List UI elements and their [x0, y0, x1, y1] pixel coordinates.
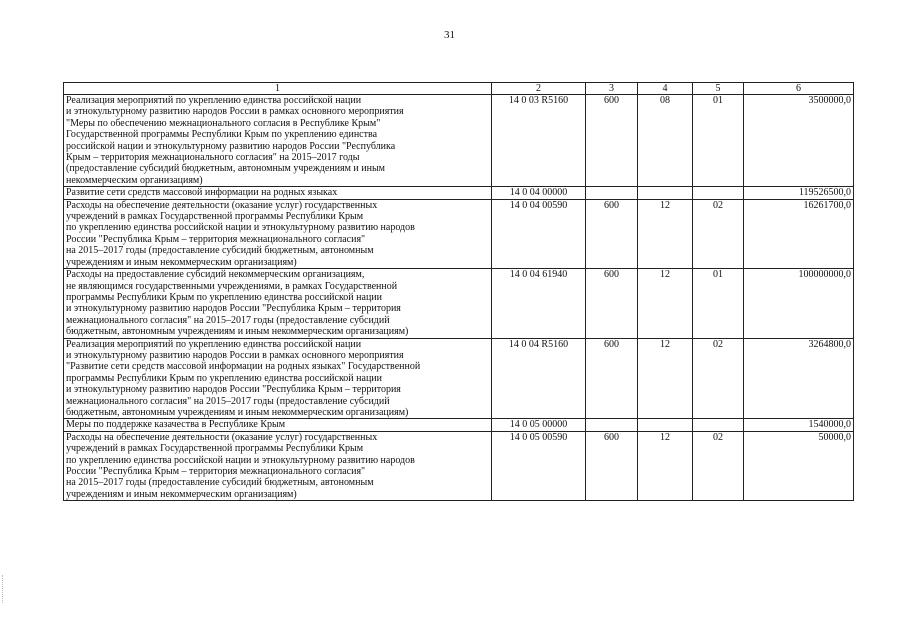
target-article-code: 14 0 03 R5160	[492, 95, 586, 187]
table-row	[64, 338, 854, 419]
section-code	[638, 419, 693, 431]
expense-type-code: 600	[586, 269, 638, 338]
expense-type-code	[586, 419, 638, 431]
row-description: Развитие сети средств массовой информации на родных языках	[64, 187, 492, 199]
scan-edge-marks	[2, 575, 6, 603]
target-article-code: 14 0 05 00590	[492, 431, 586, 500]
section-code: 12	[638, 269, 693, 338]
column-header: 1	[64, 83, 492, 95]
amount-cell: 119526500,0	[744, 187, 854, 199]
table-row	[64, 419, 854, 431]
expense-type-code	[586, 187, 638, 199]
amount-cell: 3500000,0	[744, 95, 854, 187]
section-code: 08	[638, 95, 693, 187]
section-code: 12	[638, 431, 693, 500]
column-header: 2	[492, 83, 586, 95]
expense-type-code: 600	[586, 95, 638, 187]
column-header: 5	[693, 83, 744, 95]
section-code	[638, 187, 693, 199]
subsection-code	[693, 419, 744, 431]
subsection-code: 02	[693, 199, 744, 268]
target-article-code: 14 0 04 00000	[492, 187, 586, 199]
row-description: Реализация мероприятий по укреплению единства российской нации и этнокультурному развитию народов России в рамках основного мероприятия "Развитие сети средств массовой информации на родных языках" Государственной программы Республики Крым по укреплению единства российской нации и этнокультурному развитию народов России "Республика Крым – территория межнационального согласия" на 2015–2017 годы (предоставление субсидий бюджетным, автономным учреждениям и иным некоммерческим организациям)	[64, 338, 492, 419]
target-article-code: 14 0 04 61940	[492, 269, 586, 338]
section-code: 12	[638, 199, 693, 268]
amount-cell: 50000,0	[744, 431, 854, 500]
expense-type-code: 600	[586, 338, 638, 419]
subsection-code: 02	[693, 431, 744, 500]
table-row	[64, 187, 854, 199]
table-row	[64, 269, 854, 338]
table-header-row	[64, 83, 854, 95]
row-description: Расходы на обеспечение деятельности (оказание услуг) государственных учреждений в рамках Государственной программы Республики Крым по укреплению единства российской нации и этнокультурному развитию народов России "Республика Крым – территория межнационального согласия" на 2015–2017 годы (предоставление субсидий бюджетным, автономным учреждениям и иным некоммерческим организациям)	[64, 431, 492, 500]
row-description: Меры по поддержке казачества в Республике Крым	[64, 419, 492, 431]
subsection-code: 01	[693, 95, 744, 187]
amount-cell: 3264800,0	[744, 338, 854, 419]
amount-cell: 16261700,0	[744, 199, 854, 268]
amount-cell: 100000000,0	[744, 269, 854, 338]
table-row	[64, 431, 854, 500]
section-code: 12	[638, 338, 693, 419]
budget-table	[63, 82, 854, 501]
expense-type-code: 600	[586, 431, 638, 500]
column-header: 3	[586, 83, 638, 95]
column-header: 6	[744, 83, 854, 95]
row-description: Расходы на обеспечение деятельности (оказание услуг) государственных учреждений в рамках Государственной программы Республики Крым по укреплению единства российской нации и этнокультурному развитию народов России "Республика Крым – территория межнационального согласия" на 2015–2017 годы (предоставление субсидий бюджетным, автономным учреждениям и иным некоммерческим организациям)	[64, 199, 492, 268]
target-article-code: 14 0 05 00000	[492, 419, 586, 431]
table-row	[64, 199, 854, 268]
expense-type-code: 600	[586, 199, 638, 268]
page-number: 31	[444, 29, 455, 41]
column-header: 4	[638, 83, 693, 95]
amount-cell: 1540000,0	[744, 419, 854, 431]
target-article-code: 14 0 04 R5160	[492, 338, 586, 419]
table-row	[64, 95, 854, 187]
subsection-code	[693, 187, 744, 199]
subsection-code: 02	[693, 338, 744, 419]
row-description: Реализация мероприятий по укреплению единства российской нации и этнокультурному развитию народов России в рамках основного мероприятия "Меры по обеспечению межнационального согласия в Республике Крым" Государственной программы Республики Крым по укреплению единства российской нации и этнокультурному развитию народов России "Республика Крым – территория межнационального согласия" на 2015–2017 годы (предоставление субсидий бюджетным, автономным учреждениям и иным некоммерческим организациям)	[64, 95, 492, 187]
target-article-code: 14 0 04 00590	[492, 199, 586, 268]
row-description: Расходы на предоставление субсидий некоммерческим организациям, не являющимся государственными учреждениями, в рамках Государственной программы Республики Крым по укреплению единства российской нации и этнокультурному развитию народов России "Республика Крым – территория межнационального согласия" на 2015–2017 годы (предоставление субсидий бюджетным, автономным учреждениям и иным некоммерческим организациям)	[64, 269, 492, 338]
subsection-code: 01	[693, 269, 744, 338]
